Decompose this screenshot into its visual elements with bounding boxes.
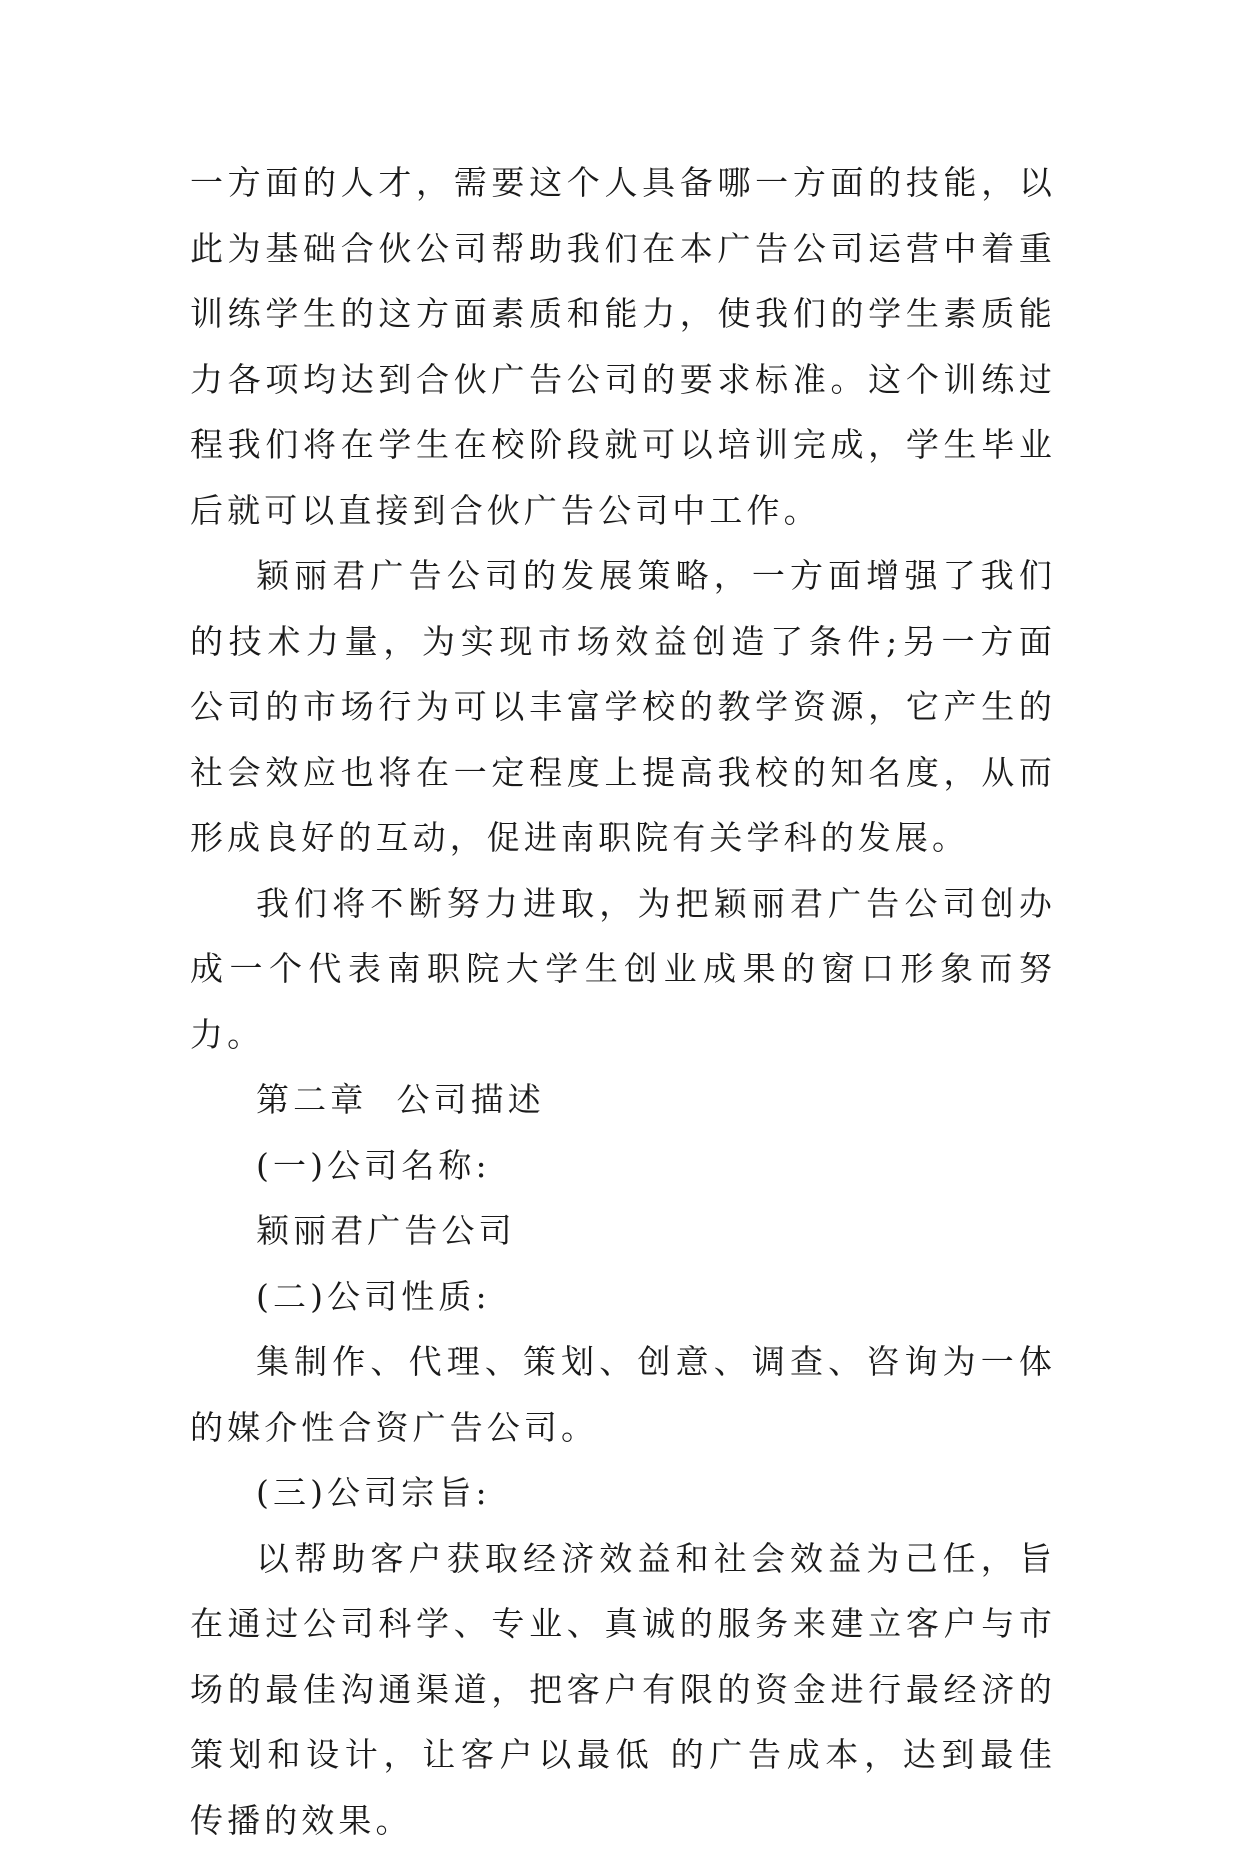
paragraph-talent-training: 一方面的人才，需要这个人具备哪一方面的技能，以此为基础合伙公司帮助我们在本广告公司运营中着重训练学生的这方面素质和能力，使我们的学生素质能力各项均达到合伙广告公司的要求标准。这个训练过程我们将在学生在校阶段就可以培训完成，学生毕业后就可以直接到合伙广告公司中工作。 xyxy=(190,150,1056,543)
company-name-value: 颖丽君广告公司 xyxy=(190,1198,1056,1264)
company-nature-value: 集制作、代理、策划、创意、调查、咨询为一体的媒介性合资广告公司。 xyxy=(190,1329,1056,1460)
chapter-heading: 第二章 公司描述 xyxy=(190,1067,1056,1133)
section-heading-company-name: (一)公司名称: xyxy=(190,1133,1056,1199)
company-purpose-value: 以帮助客户获取经济效益和社会效益为己任，旨在通过公司科学、专业、真诚的服务来建立客户与市场的最佳沟通渠道，把客户有限的资金进行最经济的策划和设计，让客户以最低 的广告成本，达到最佳传播的效果。 xyxy=(190,1526,1056,1853)
paragraph-development-strategy: 颖丽君广告公司的发展策略，一方面增强了我们的技术力量，为实现市场效益创造了条件;另一方面公司的市场行为可以丰富学校的教学资源，它产生的社会效应也将在一定程度上提高我校的知名度，从而形成良好的互动，促进南职院有关学科的发展。 xyxy=(190,543,1056,871)
section-heading-company-nature: (二)公司性质: xyxy=(190,1264,1056,1330)
section-heading-company-purpose: (三)公司宗旨: xyxy=(190,1460,1056,1526)
paragraph-effort-statement: 我们将不断努力进取，为把颖丽君广告公司创办成一个代表南职院大学生创业成果的窗口形象而努力。 xyxy=(190,871,1056,1068)
document-page xyxy=(190,150,1056,1853)
